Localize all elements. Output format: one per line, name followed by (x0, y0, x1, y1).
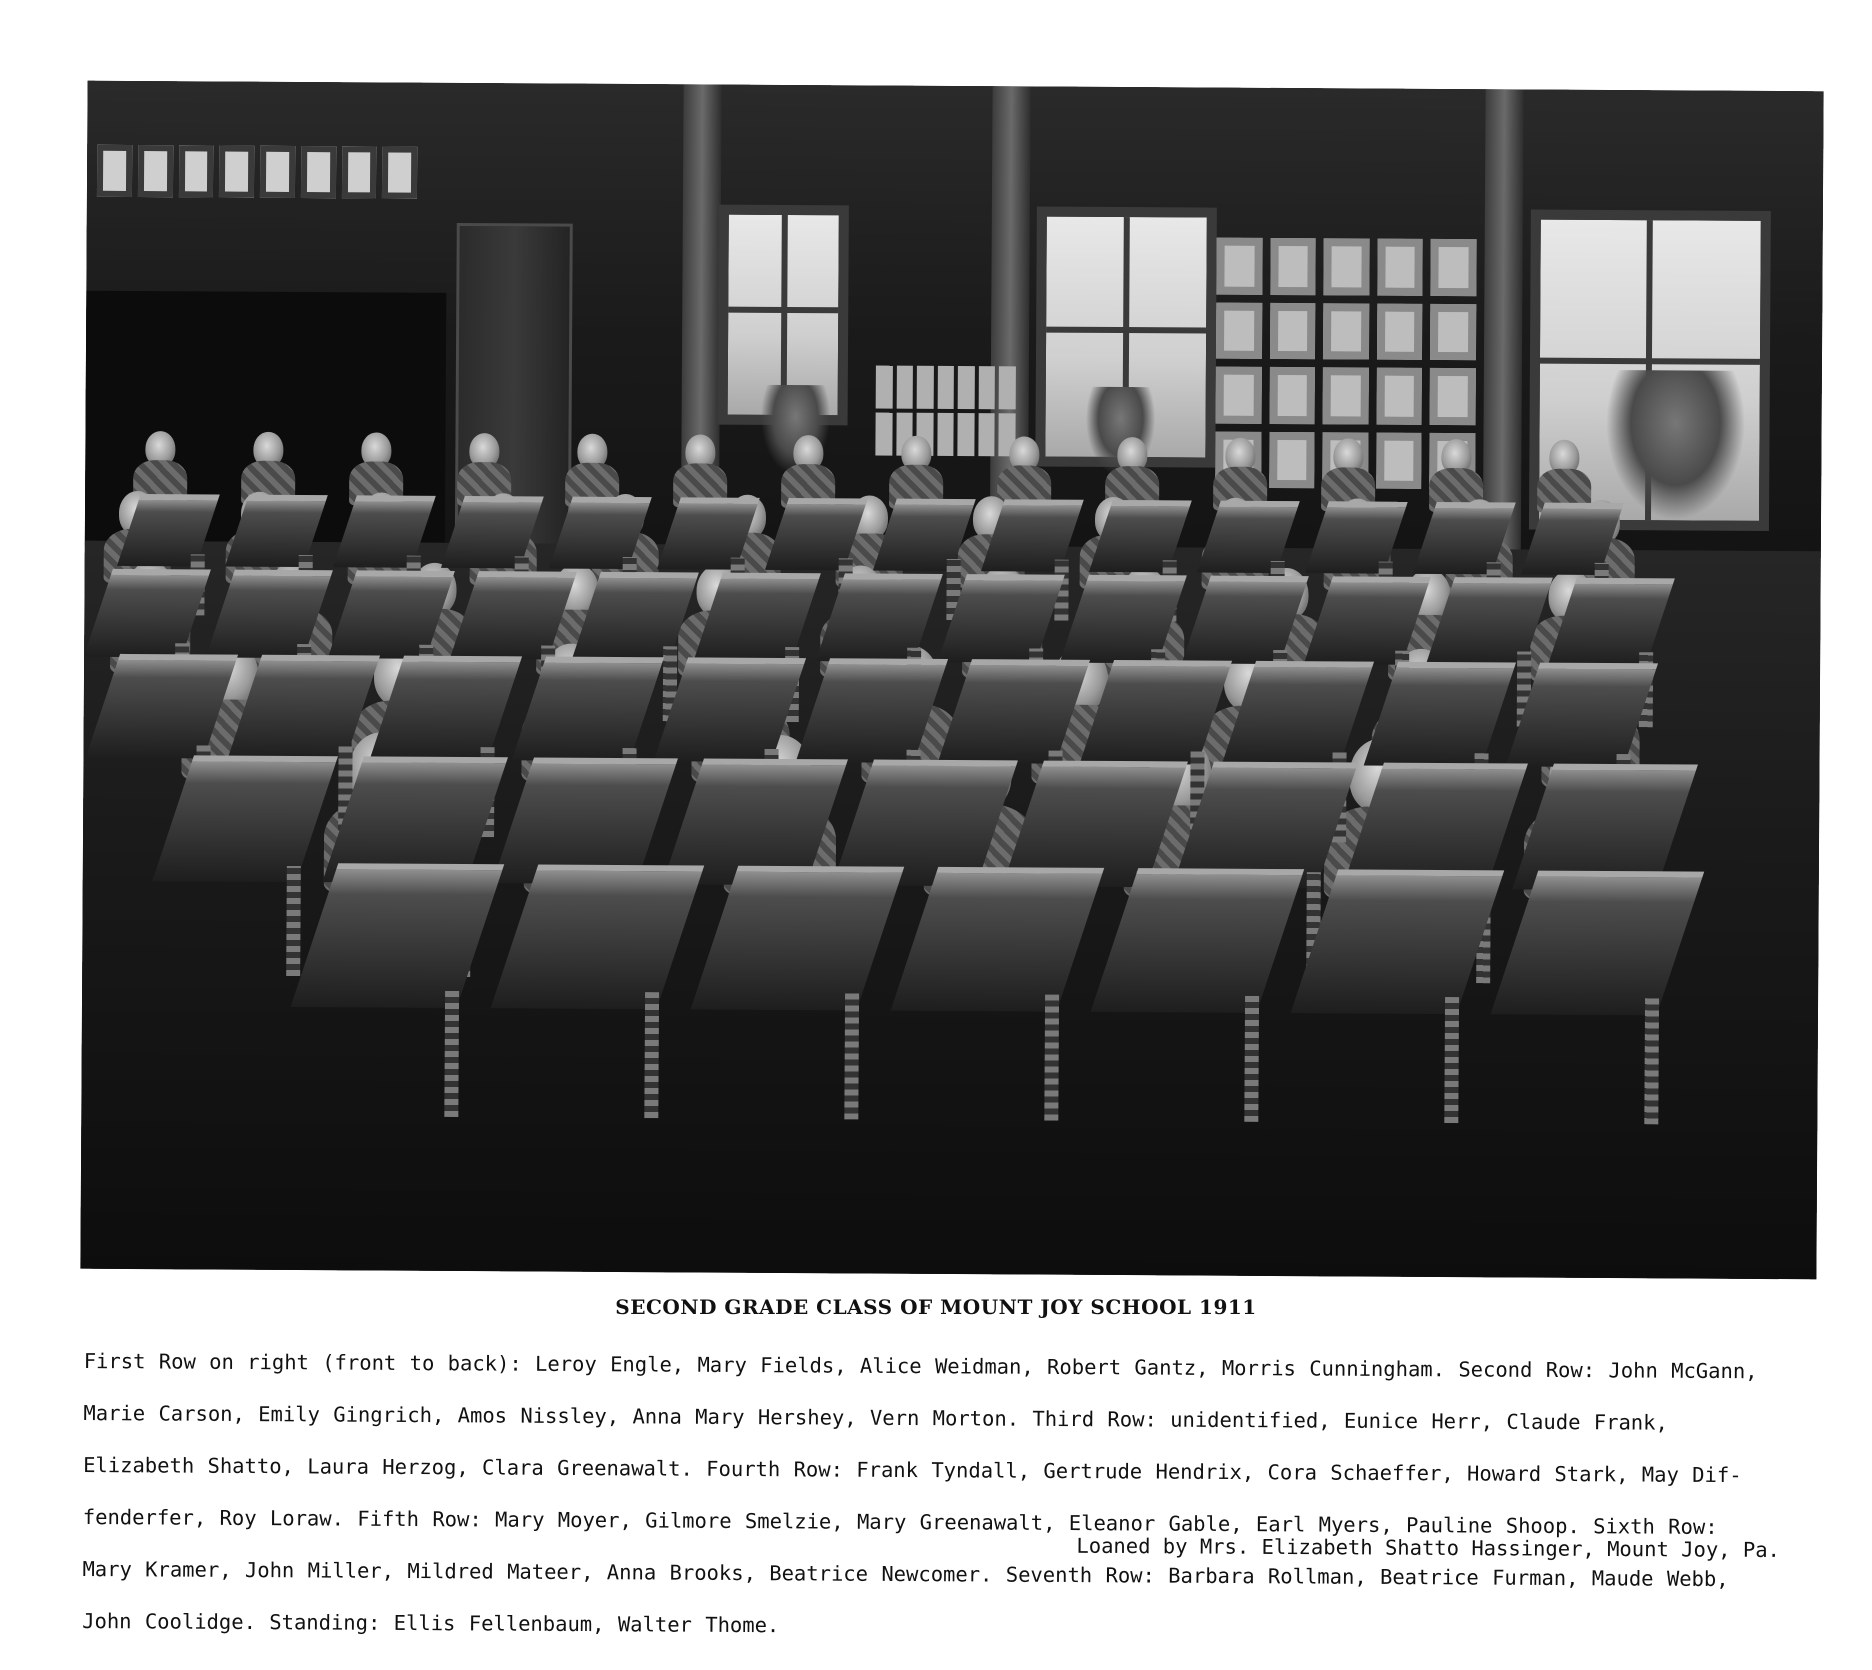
class-photograph (80, 81, 1823, 1280)
desk-iron-leg (1044, 994, 1059, 1121)
desk-iron-leg (1444, 997, 1459, 1124)
potted-fern (1605, 370, 1746, 521)
photo-credit: Loaned by Mrs. Elizabeth Shatto Hassinger, Mount Joy, Pa. (1076, 1533, 1780, 1562)
desk-iron-leg (444, 991, 459, 1118)
caption-line: Elizabeth Shatto, Laura Herzog, Clara Greenawalt. Fourth Row: Frank Tyndall, Gertrude Hendrix, Cora Schaeffer, Howard Stark, May Dif- (83, 1452, 1742, 1488)
caption-line: John Coolidge. Standing: Ellis Fellenbaum, Walter Thome. (82, 1608, 780, 1638)
caption-title: SECOND GRADE CLASS OF MOUNT JOY SCHOOL 1911 (615, 1295, 1257, 1319)
caption-line: Marie Carson, Emily Gingrich, Amos Nissley, Anna Mary Hershey, Vern Morton. Third Row: unidentified, Eunice Herr, Claude Frank, (83, 1400, 1668, 1435)
caption-line: First Row on right (front to back): Leroy Engle, Mary Fields, Alice Weidman, Robert Gantz, Morris Cunningham. Second Row: John McGann, (83, 1348, 1758, 1384)
desk-iron-leg (1644, 998, 1659, 1125)
desk-iron-leg (644, 992, 659, 1119)
desk-iron-leg (1244, 995, 1259, 1122)
desk-iron-leg (844, 993, 859, 1120)
wall-cards (875, 366, 1016, 457)
desk-iron-leg (286, 866, 301, 976)
caption-line: Mary Kramer, John Miller, Mildred Mateer, Anna Brooks, Beatrice Newcomer. Seventh Row: Barbara Rollman, Beatrice Furman, Maude Webb, (82, 1556, 1729, 1592)
caption-line: fenderfer, Roy Loraw. Fifth Row: Mary Moyer, Gilmore Smelzie, Mary Greenawalt, Eleanor Gable, Earl Myers, Pauline Shoop. Sixth Row: (82, 1504, 1718, 1539)
quilt-pattern-frieze (97, 145, 417, 199)
caption-body (82, 1322, 1784, 1670)
